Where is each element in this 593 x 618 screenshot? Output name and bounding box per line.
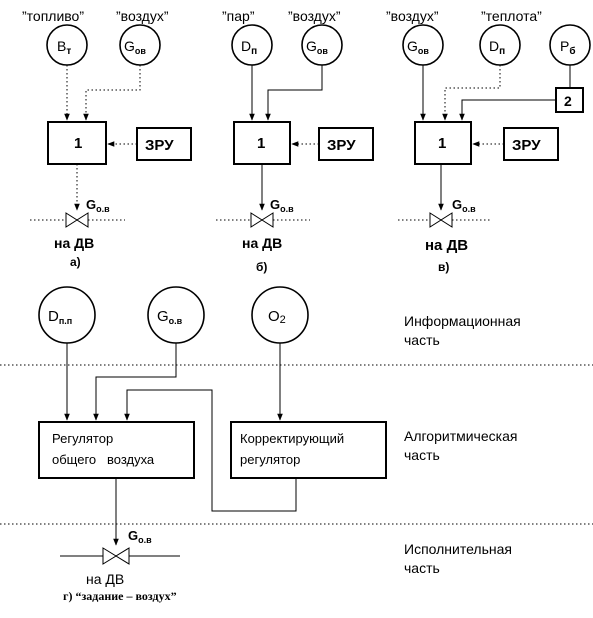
sensor-pressure [550,25,590,65]
level-labels [404,313,521,576]
sensor-steam-flow [232,25,272,65]
output-label: на ДВ [54,235,95,251]
panel-b [216,8,373,274]
block-1-label: 1 [74,135,83,152]
svg-text:на ДВ: на ДВ [86,571,125,587]
svg-text:Pб: $P_б$ [560,38,576,57]
link-air-to-block-b [268,65,322,120]
svg-text:регулятор: регулятор [240,452,301,467]
label-air-a: ”воздух” [116,8,169,24]
svg-text:Gо.в: $G_{о.в}$ [452,197,476,214]
svg-text:Gов: $G_{ов}$ [306,38,328,56]
svg-text:DGо.в: $G_{о.в}$ [157,308,183,326]
panel-c [386,8,590,274]
svg-text:O2: O2 [268,308,286,326]
caption-g: г) “задание – воздух” [63,589,177,603]
svg-text:на ДВ: на ДВ [242,235,283,251]
panel-a [22,8,191,269]
svg-text:Dп: $D_п$ [489,38,506,57]
caption-c: в) [438,260,450,274]
svg-text:Gо.в: $G_{о.в}$ [86,197,110,214]
svg-text:2: 2 [564,93,572,109]
caption-a: а) [70,255,81,269]
svg-text:Корректирующий: Корректирующий [240,431,345,446]
svg-text:ЗРУ: ЗРУ [327,137,356,154]
valve-icon [103,548,129,564]
label-air-b: ”воздух” [288,8,341,24]
link-air-to-block [86,65,140,120]
label-fuel: ”топливо” [22,8,85,24]
svg-text:ЗРУ: ЗРУ [512,137,541,154]
svg-text:1: 1 [257,135,266,152]
svg-text:Gо.в: $G_{о.в}$ [270,197,294,214]
svg-text:общего воздуха: общего воздуха [52,452,155,467]
svg-text:Dп.п: $D_{п.п}$ [48,308,73,326]
sensor-steam-flow-c [480,25,520,65]
level-exec-line1: Исполнительная [404,541,512,557]
svg-text:Dп: $D_п$ [241,38,258,57]
label-air-c: ”воздух” [386,8,439,24]
label-steam: ”пар” [222,8,255,24]
svg-text:Регулятор: Регулятор [52,431,114,446]
caption-b: б) [256,260,268,274]
sensor-fuel-flow [47,25,87,65]
level-info-line2: часть [404,332,440,348]
svg-text:Bт: $B_т$ [57,38,72,57]
zru-label: ЗРУ [145,137,174,154]
valve-icon [430,213,452,227]
level-exec-line2: часть [404,560,440,576]
svg-text:1: 1 [438,135,447,152]
level-info-line1: Информационная [404,313,521,329]
svg-text:Gо.в: $G_{о.в}$ [128,528,152,545]
level-algo-line1: Алгоритмическая [404,428,518,444]
svg-text:Gов: $G_{ов}$ [407,38,429,56]
level-algo-line2: часть [404,447,440,463]
valve-icon [251,213,273,227]
svg-text:Gов: $G_{ов}$ [124,38,146,56]
label-heat: ”теплота” [481,8,542,24]
valve-icon [66,213,88,227]
svg-text:на ДВ: на ДВ [425,237,469,254]
